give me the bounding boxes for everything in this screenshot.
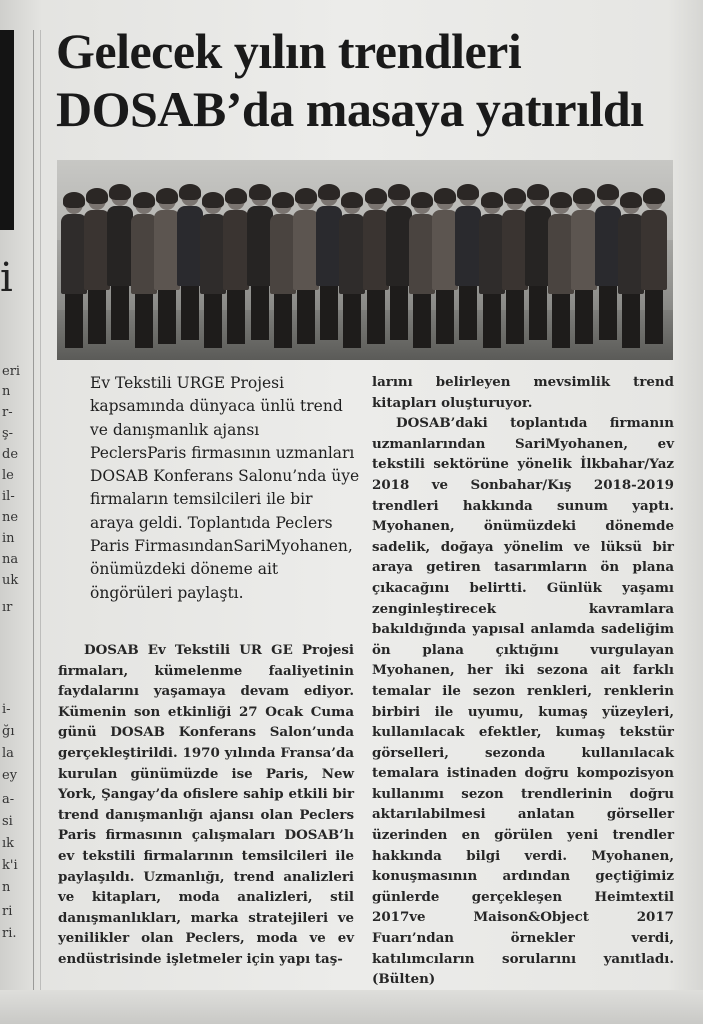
photo-person	[84, 190, 110, 344]
photo-person	[548, 194, 574, 348]
adjacent-text-fragment: si	[2, 814, 13, 829]
adjacent-text-fragment: ri	[2, 904, 13, 919]
adjacent-text-fragment: a-	[2, 792, 15, 807]
photo-person	[154, 190, 180, 344]
column-divider	[40, 30, 41, 990]
photo-person	[339, 194, 365, 348]
photo-person	[571, 190, 597, 344]
article-lead: Ev Tekstili URGE Projesi kapsamında dünyaca ünlü trend ve danışmanlık ajansı PeclersParis firmasının uzmanları DOSAB Konferans Salonu’nda üye firmaların temsilcileri ile bir araya geldi. Toplantıda Peclers Paris FirmasındanSariMyohanen, önümüzdeki döneme ait öngörüleri paylaştı.	[90, 374, 360, 602]
adjacent-text-fragment: in	[2, 531, 15, 546]
headline-line-1: Gelecek yılın trendleri	[56, 23, 522, 79]
adjacent-text-fragment: uk	[2, 573, 19, 588]
adjacent-text-fragment: k'i	[2, 858, 18, 873]
adjacent-text-fragment: la	[2, 746, 14, 761]
adjacent-text-fragment: eri	[2, 364, 21, 379]
group-photo	[57, 160, 673, 360]
article-body-continuation: larını belirleyen mevsimlik trend kitapları oluşturuyor.	[372, 374, 674, 411]
photo-person	[386, 186, 412, 340]
adjacent-text-fragment: n	[2, 880, 11, 895]
article-body-left-column: DOSAB Ev Tekstili UR GE Projesi firmaları, kümelenme faaliyetinin faydalarını yaşamaya devam ediyor. Kümenin son etkinliği 27 Ocak Cuma günü DOSAB Konferans Salon’unda gerçekleştirildi. 1970 yılında Fransa’da kurulan günümüzde ise Paris, New York, Şangay’da ofislere sahip etkili bir trend danışmanlığı ajansı olan Peclers Paris firmasının çalışmaları DOSAB’lı ev tekstili firmalarının temsilcileri ile paylaşıldı. Uzmanlığı, trend analizleri ve kitapları, moda analizleri, stil danışmanlıkları, marka stratejileri ve yenilikler olan Peclers, moda ve ev endüstrisinde işletmeler için yapı taş-	[58, 642, 354, 967]
photo-person	[455, 186, 481, 340]
adjacent-text-fragment: de	[2, 447, 19, 462]
adjacent-article-clip	[0, 0, 30, 1024]
page-bottom-edge	[0, 990, 703, 1024]
adjacent-headline-fragment: i	[0, 255, 13, 301]
photo-person	[293, 190, 319, 344]
adjacent-text-fragment: ey	[2, 768, 18, 783]
adjacent-text-fragment: r-	[2, 405, 13, 420]
photo-person	[270, 194, 296, 348]
adjacent-black-bar	[0, 30, 14, 230]
photo-person	[618, 194, 644, 348]
photo-person	[363, 190, 389, 344]
photo-person	[316, 186, 342, 340]
photo-person	[641, 190, 667, 344]
photo-person	[61, 194, 87, 348]
adjacent-text-fragment: le	[2, 468, 14, 483]
adjacent-text-fragment: ır	[2, 600, 13, 615]
article-body-right-column	[372, 372, 674, 990]
adjacent-text-fragment: ş-	[2, 426, 14, 441]
adjacent-text-fragment: n	[2, 384, 11, 399]
adjacent-text-fragment: i-	[2, 702, 11, 717]
photo-person	[200, 194, 226, 348]
headline-line-2: DOSAB’da masaya yatırıldı	[56, 81, 644, 137]
photo-person	[223, 190, 249, 344]
photo-person	[502, 190, 528, 344]
adjacent-text-fragment: ık	[2, 836, 15, 851]
adjacent-text-fragment: il-	[2, 489, 15, 504]
photo-person	[479, 194, 505, 348]
photo-person	[131, 194, 157, 348]
article-body-paragraph: DOSAB’daki toplantıda firmanın uzmanlarından SariMyohanen, ev tekstili sektörüne yönelik İlkbahar/Yaz 2018 ve Sonbahar/Kış 2018-2019 trendleri hakkında sunum yaptı. Myohanen, önümüzdeki dönemde sadelik, doğaya yönelim ve lüksü bir araya getiren tasarımların ön plana çıkacağını belirtti. Günlük yaşamı zenginleştirecek kavramlara bakıldığında yapısal anlamda sadeliğim ön plana çıktığını vurgulayan Myohanen, her iki sezona ait farklı temalar ile sezon renkleri, renklerin birbiri ile uyumu, kumaş yüzeyleri, kullanılacak efektler, kumaş tekstür görselleri, sezonda kullanılacak temalara istinaden doğru kompozisyon kullanımı sezon trendlerinin doğru aktarılabilmesi anlatan görseller üzerinden en görülen yeni trendler hakkında bilgi verdi. Myohanen, konuşmasının ardından geçtiğimiz günlerde gerçekleşen Heimtextil 2017ve Maison&Object 2017 Fuarı’ndan örnekler verdi, katılımcıların sorularını yanıtladı. (Bülten)	[372, 415, 674, 988]
photo-person	[432, 190, 458, 344]
adjacent-text-fragment: ne	[2, 510, 19, 525]
photo-person	[247, 186, 273, 340]
column-divider	[33, 30, 34, 990]
photo-person	[177, 186, 203, 340]
photo-person	[595, 186, 621, 340]
adjacent-text-fragment: na	[2, 552, 19, 567]
adjacent-text-fragment: ri.	[2, 926, 17, 941]
article-headline	[56, 22, 686, 138]
photo-person	[409, 194, 435, 348]
adjacent-text-fragment: ğı	[2, 724, 15, 739]
photo-person	[107, 186, 133, 340]
photo-person	[525, 186, 551, 340]
